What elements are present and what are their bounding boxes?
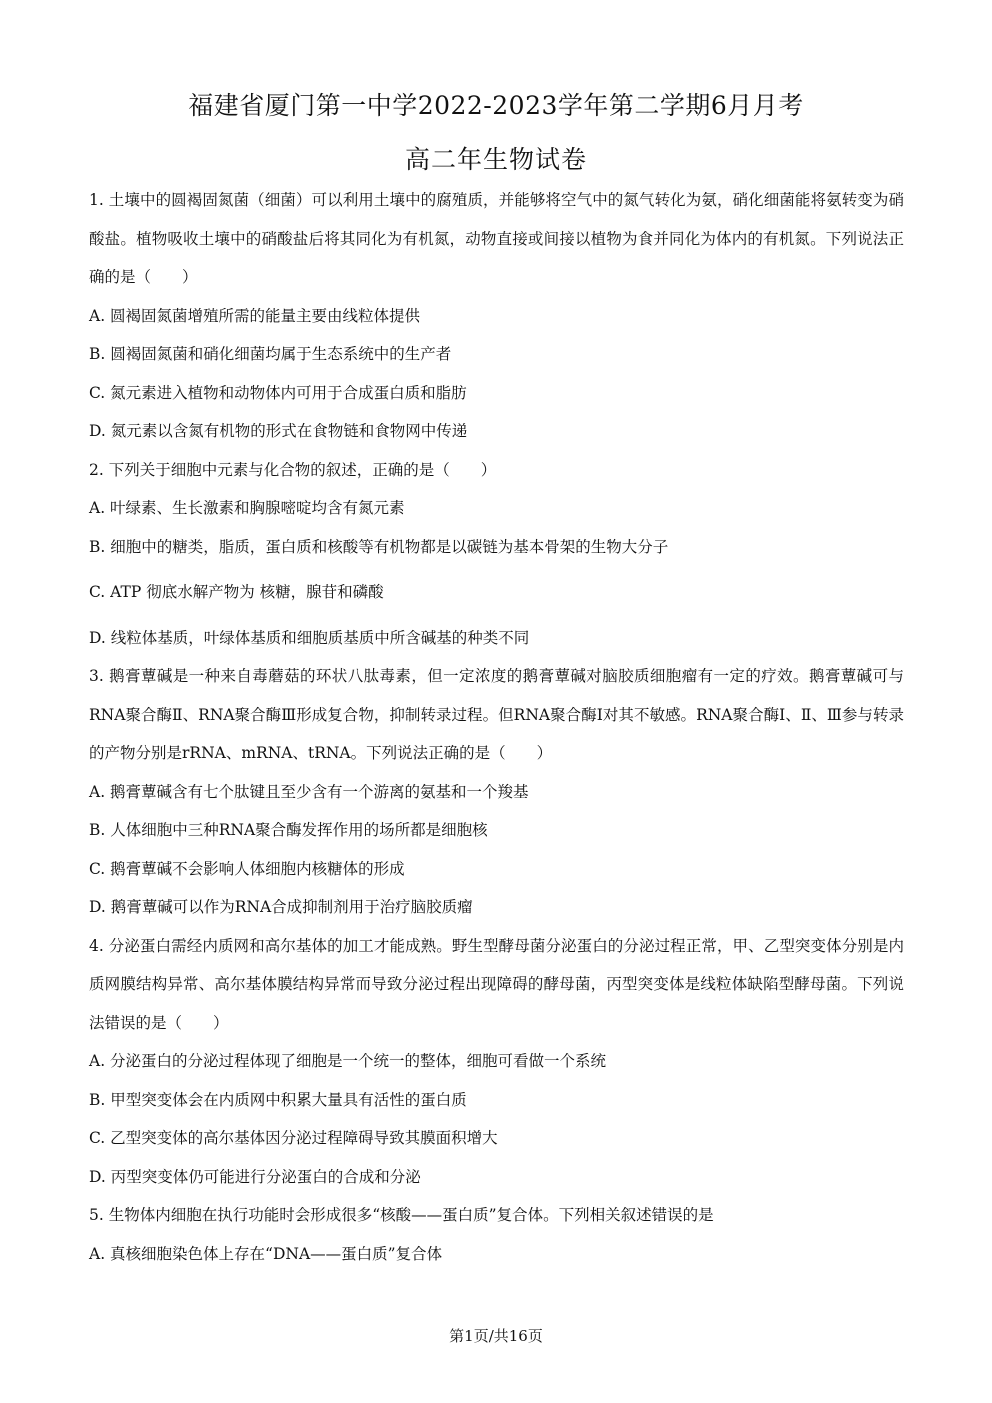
exam-subtitle: 高二年生物试卷 xyxy=(404,145,587,174)
question-4-option-d: D. 丙型突变体仍可能进行分泌蛋白的合成和分泌 xyxy=(89,1167,421,1186)
question-2-option-c: C. ATP 彻底水解产物为 核糖，腺苷和磷酸 xyxy=(89,583,384,601)
question-2-option-a: A. 叶绿素、生长激素和胸腺嘧啶均含有氮元素 xyxy=(89,499,405,517)
question-4-option-b: B. 甲型突变体会在内质网中积累大量具有活性的蛋白质 xyxy=(89,1090,467,1109)
question-1-option-d: D. 氮元素以含氮有机物的形式在食物链和食物网中传递 xyxy=(89,422,468,440)
page-number: 第1页/共16页 xyxy=(449,1327,543,1345)
question-4-stem: 4. 分泌蛋白需经内质网和高尔基体的加工才能成熟。野生型酵母菌分泌蛋白的分泌过程正常，甲、乙型突变体分别是内质网膜结构异常、高尔基体膜结构异常而导致分泌过程出现障碍的酵母菌，丙型突变体是线粒体缺陷型酵母菌。下列说法错误的是（ ） xyxy=(89,936,904,1032)
question-2-option-b: B. 细胞中的糖类，脂质，蛋白质和核酸等有机物都是以碳链为基本骨架的生物大分子 xyxy=(89,537,669,556)
question-1-option-b: B. 圆褐固氮菌和硝化细菌均属于生态系统中的生产者 xyxy=(89,345,452,363)
question-3-option-d: D. 鹅膏蕈碱可以作为RNA合成抑制剂用于治疗脑胶质瘤 xyxy=(89,898,473,916)
question-1-stem: 1. 土壤中的圆褐固氮菌（细菌）可以利用土壤中的腐殖质，并能够将空气中的氮气转化为氨，硝化细菌能将氨转变为硝酸盐。植物吸收土壤中的硝酸盐后将其同化为有机氮，动物直接或间接以植物为食并同化为体内的有机氮。下列说法正确的是（ ） xyxy=(89,191,904,286)
question-4-option-a: A. 分泌蛋白的分泌过程体现了细胞是一个统一的整体，细胞可看做一个系统 xyxy=(89,1052,607,1070)
question-2-stem: 2. 下列关于细胞中元素与化合物的叙述，正确的是（ ） xyxy=(89,460,497,479)
question-4-option-c: C. 乙型突变体的高尔基体因分泌过程障碍导致其膜面积增大 xyxy=(89,1129,498,1147)
question-3-stem: 3. 鹅膏蕈碱是一种来自毒蘑菇的环状八肽毒素，但一定浓度的鹅膏蕈碱对脑胶质细胞瘤有一定的疗效。鹅膏蕈碱可与RNA聚合酶Ⅱ、RNA聚合酶Ⅲ形成复合物，抑制转录过程。但RNA聚合酶Ⅰ对其不敏感。RNA聚合酶Ⅰ、Ⅱ、Ⅲ参与转录的产物分别是rRNA、mRNA、tRNA。下列说法正确的是（ ） xyxy=(89,667,904,762)
question-list xyxy=(89,181,904,1273)
question-2-option-d: D. 线粒体基质，叶绿体基质和细胞质基质中所含碱基的种类不同 xyxy=(89,628,530,647)
question-3-option-a: A. 鹅膏蕈碱含有七个肽键且至少含有一个游离的氨基和一个羧基 xyxy=(89,782,529,801)
question-5-stem: 5. 生物体内细胞在执行功能时会形成很多“核酸——蛋白质”复合体。下列相关叙述错误的是 xyxy=(89,1206,714,1224)
exam-title: 福建省厦门第一中学2022-2023学年第二学期6月月考 xyxy=(188,91,804,120)
question-3-option-b: B. 人体细胞中三种RNA聚合酶发挥作用的场所都是细胞核 xyxy=(89,821,488,839)
question-5-option-a: A. 真核细胞染色体上存在“DNA——蛋白质”复合体 xyxy=(89,1244,443,1263)
question-3-option-c: C. 鹅膏蕈碱不会影响人体细胞内核糖体的形成 xyxy=(89,859,405,878)
question-1-option-c: C. 氮元素进入植物和动物体内可用于合成蛋白质和脂肪 xyxy=(89,383,467,402)
question-1-option-a: A. 圆褐固氮菌增殖所需的能量主要由线粒体提供 xyxy=(89,306,421,325)
